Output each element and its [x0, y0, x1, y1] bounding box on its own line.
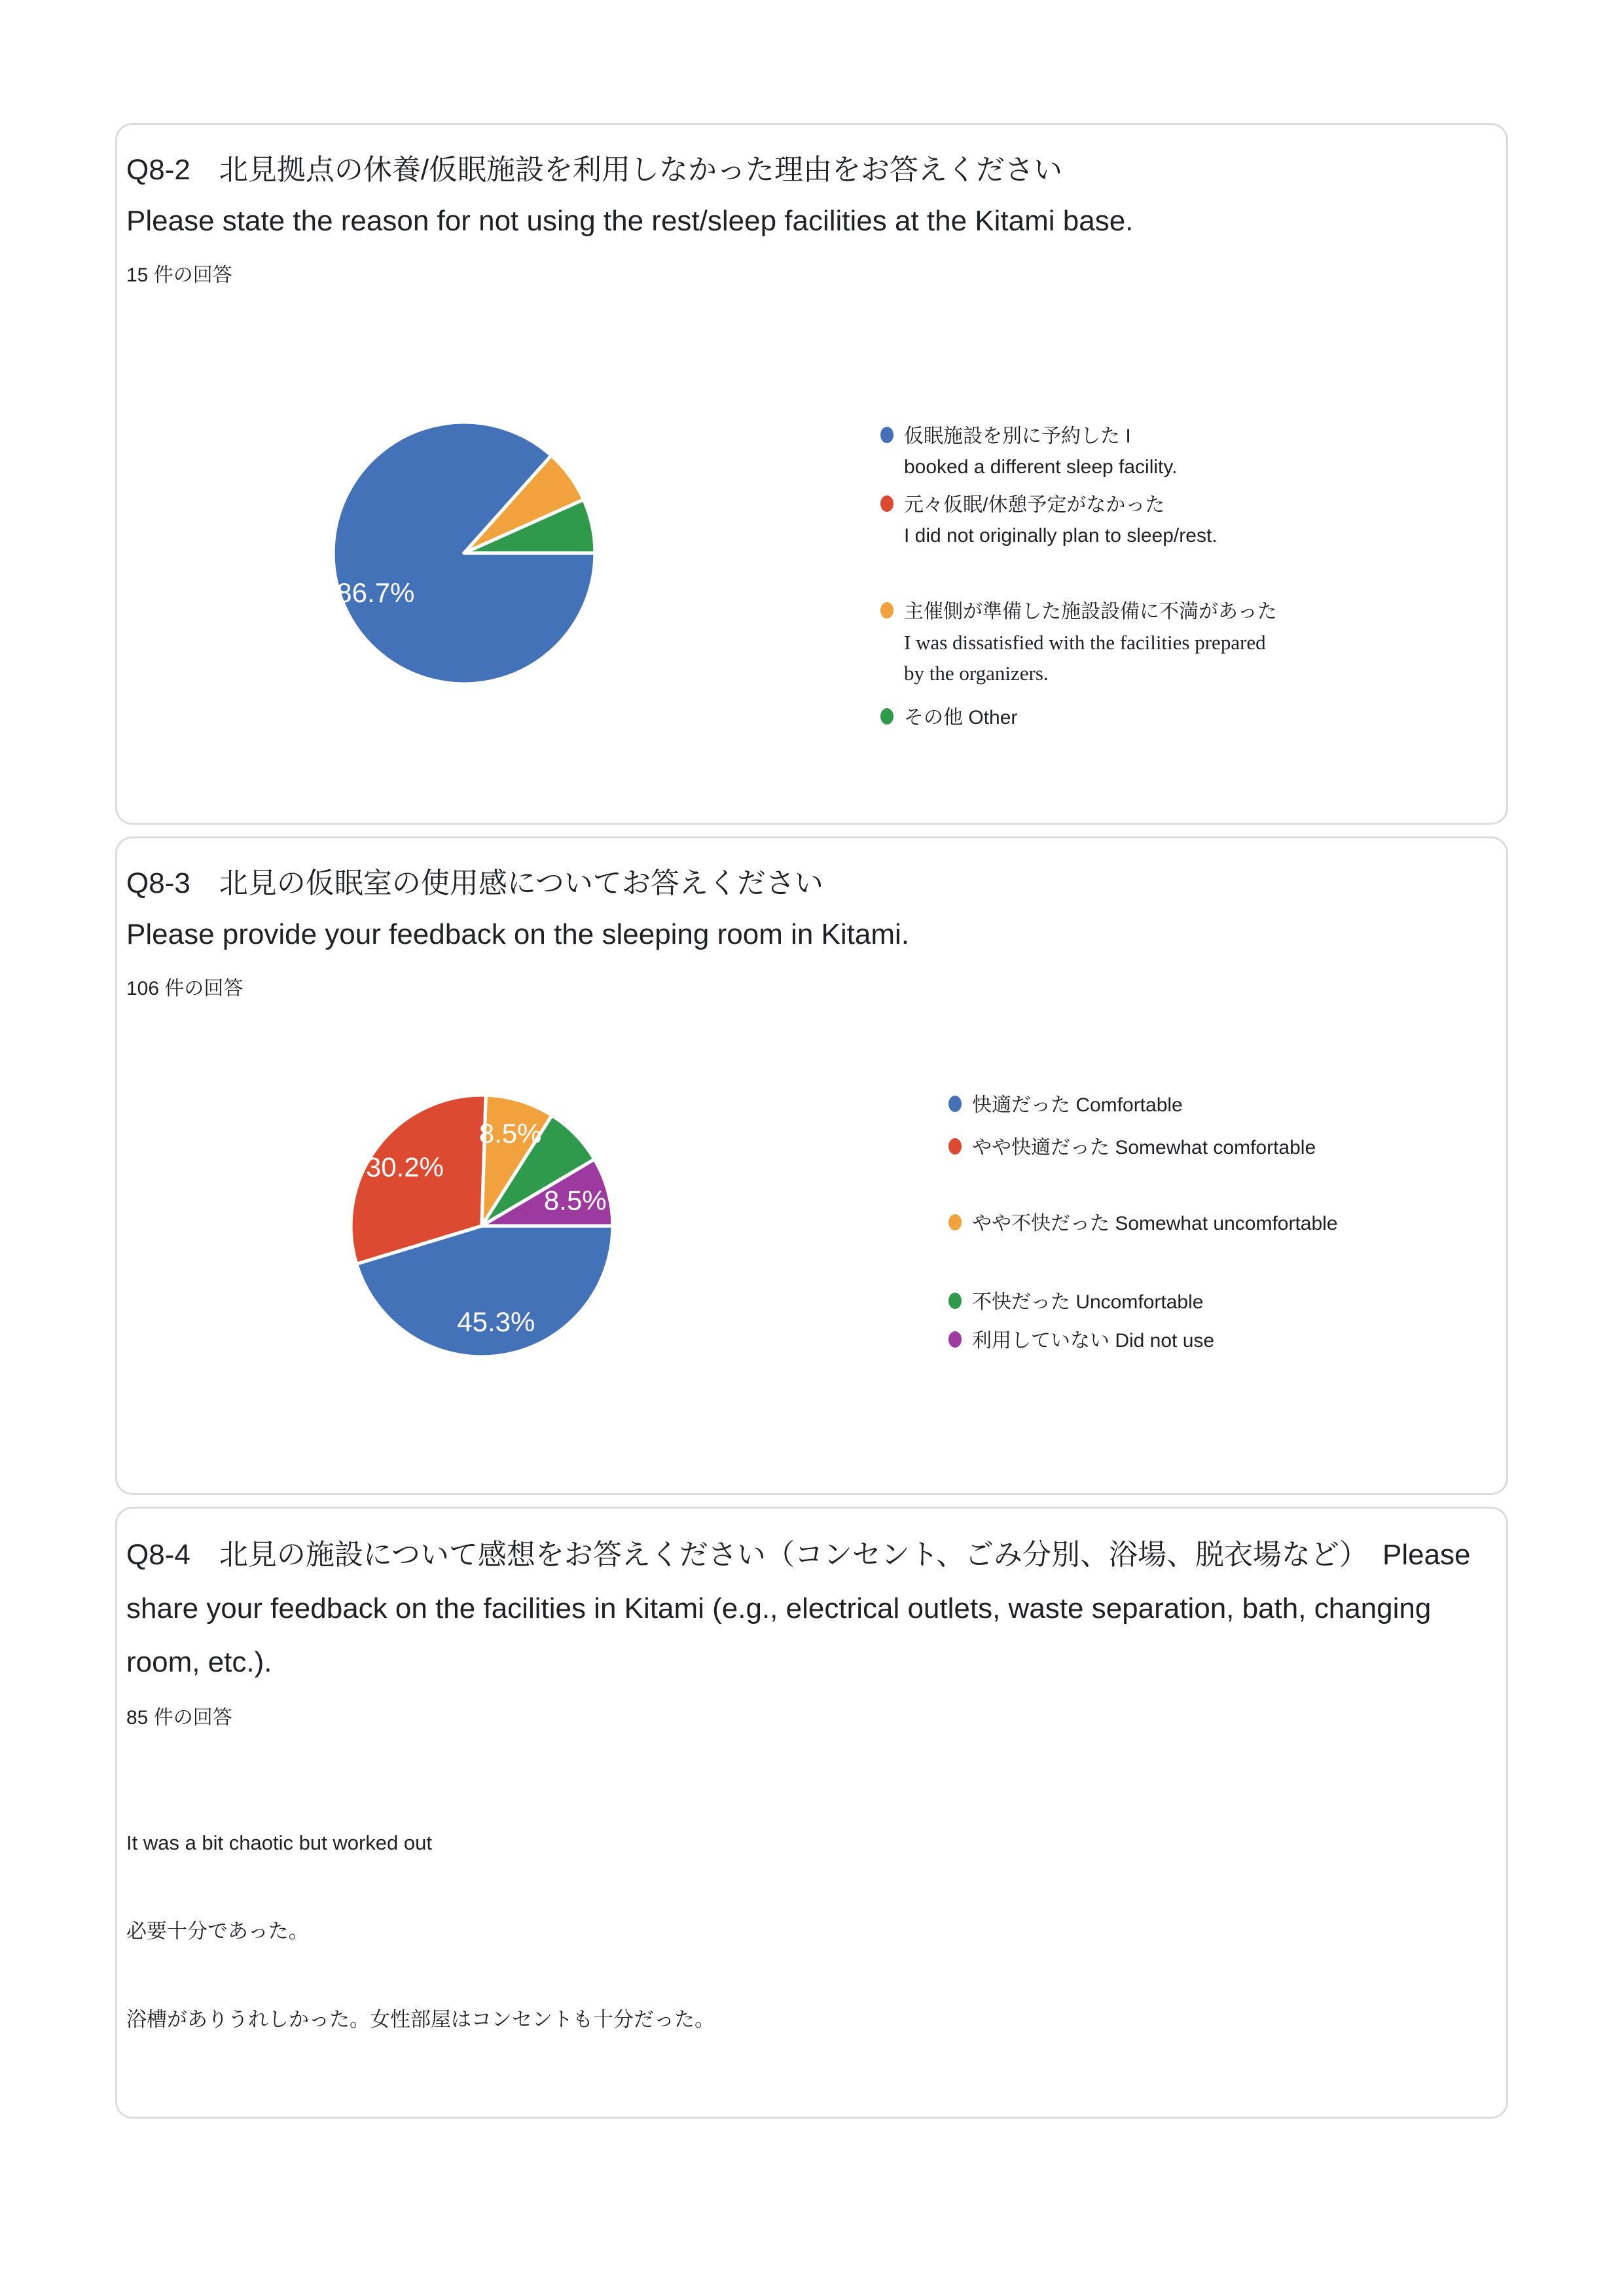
free-text-responses — [126, 1829, 1492, 2034]
legend-label: 不快だった Uncomfortable — [972, 1291, 1204, 1313]
legend-item — [880, 702, 1277, 733]
legend-item — [948, 1287, 1338, 1318]
question-title-ja: Q8-2 北見拠点の休養/仮眠施設を利用しなかった理由をお答えください — [126, 154, 1063, 186]
pie-percent-label: 8.5% — [543, 1185, 607, 1216]
response-item: It was a bit chaotic but worked out — [126, 1831, 432, 1854]
pie-percent-label: 86.7% — [336, 577, 415, 608]
legend-item — [880, 490, 1277, 551]
question-title — [126, 858, 1492, 960]
legend-item — [948, 1325, 1338, 1356]
legend-item — [948, 1208, 1338, 1239]
legend-label: 快適だった Comfortable — [972, 1094, 1183, 1116]
question-title: Q8-4 北見の施設について感想をお答えください（コンセント、ごみ分別、浴場、脱衣場など） Please share your feedback on the facilities in Kitami (e.g., electrical outlets, waste separation, bath, changing room, etc.). — [126, 1539, 1471, 1678]
legend-label: その他 Other — [904, 707, 1018, 728]
legend-item — [948, 1090, 1338, 1121]
legend-item — [948, 1132, 1338, 1163]
legend-color-dot — [948, 1331, 962, 1348]
legend-color-dot — [880, 495, 893, 512]
legend-color-dot — [948, 1138, 962, 1155]
question-title-en: Please state the reason for not using the rest/sleep facilities at the Kitami base. — [126, 205, 1134, 237]
response-item: 浴槽がありうれしかった。女性部屋はコンセントも十分だった。 — [126, 2008, 715, 2031]
pie-percent-label: 45.3% — [457, 1306, 535, 1337]
legend-label: 主催側が準備した施設設備に不満があった I was dissatisfied with the facilities prepared by the organizers. — [904, 601, 1277, 685]
question-card-q8-2 — [115, 123, 1508, 825]
legend-label: 元々仮眠/休憩予定がなかった I did not originally plan to sleep/rest. — [904, 494, 1218, 547]
legend-item — [880, 596, 1277, 689]
legend-color-dot — [880, 427, 893, 443]
legend-color-dot — [880, 602, 893, 619]
question-title — [126, 145, 1492, 247]
response-count: 85 件の回答 — [126, 1707, 232, 1729]
pie-chart-q8-2 — [320, 409, 608, 697]
question-title-en: Please provide your feedback on the sleeping room in Kitami. — [126, 918, 910, 950]
legend-q8-3 — [948, 1090, 1338, 1356]
legend-color-dot — [948, 1214, 962, 1230]
legend-item — [880, 421, 1277, 482]
legend-label: やや快適だった Somewhat comfortable — [972, 1137, 1316, 1158]
response-count: 15 件の回答 — [126, 264, 232, 286]
legend-color-dot — [880, 708, 893, 725]
pie-percent-label: 30.2% — [365, 1151, 444, 1183]
legend-label: 仮眠施設を別に予約した I booked a different sleep facility. — [904, 425, 1178, 478]
legend-color-dot — [948, 1096, 962, 1112]
pie-chart-q8-3 — [338, 1082, 626, 1370]
legend-color-dot — [948, 1293, 962, 1309]
legend-q8-2 — [880, 421, 1277, 733]
question-title-ja: Q8-3 北見の仮眠室の使用感についてお答えください — [126, 867, 823, 899]
question-card-q8-3 — [115, 836, 1508, 1495]
legend-label: やや不快だった Somewhat uncomfortable — [972, 1213, 1338, 1234]
question-card-q8-4 — [115, 1507, 1508, 2119]
response-item: 必要十分であった。 — [126, 1920, 309, 1943]
pie-percent-label: 8.5% — [478, 1118, 542, 1149]
legend-label: 利用していない Did not use — [972, 1330, 1215, 1352]
response-count: 106 件の回答 — [126, 978, 244, 999]
